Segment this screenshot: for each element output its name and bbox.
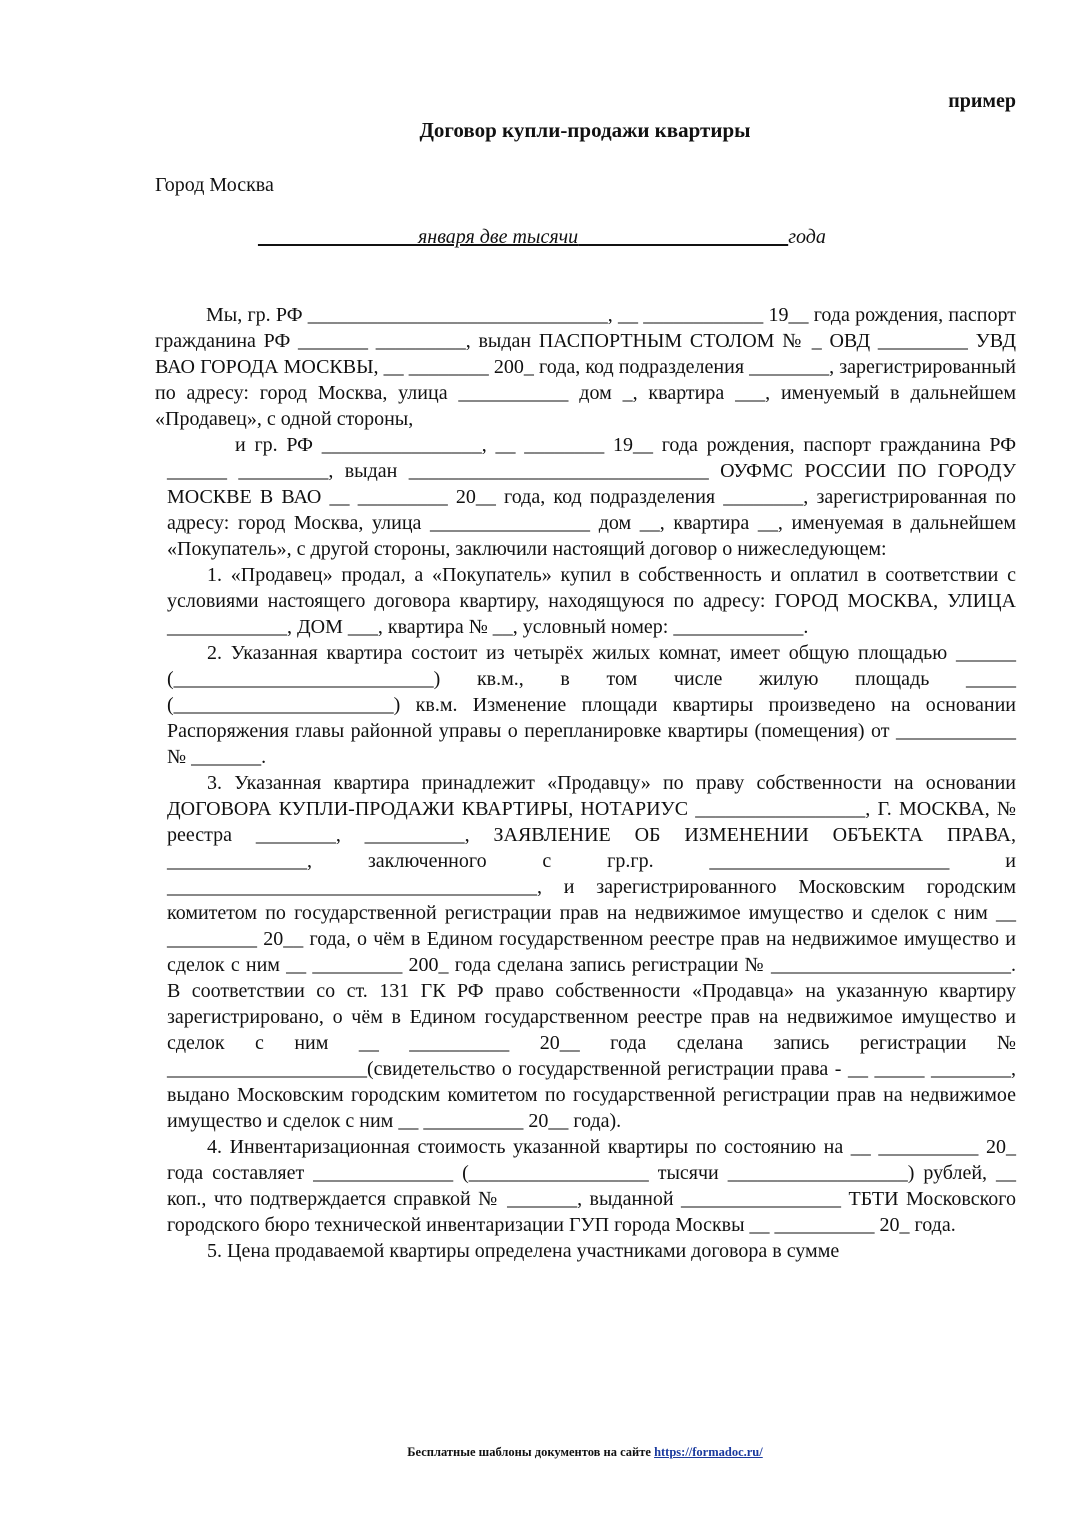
sample-label: пример [948, 90, 1016, 112]
date-blank-day: ________________ [258, 226, 418, 248]
clause-3: 3. Указанная квартира принадлежит «Продавцу» по праву собственности на основании ДОГОВОРА КУПЛИ-ПРОДАЖИ КВАРТИРЫ, НОТАРИУС _________________, Г. МОСКВА, № реестра ________, __________, ЗАЯВЛЕНИЕ ОБ ИЗМЕНЕНИИ ОБЪЕКТА ПРАВА, ______________, заключенного с гр.гр. ________________________ и _____________________________________, и зарегистрированного Московским городским комитетом по государственной регистрации прав на недвижимое имущество и сделок с ним __ _________ 20__ года, о чём в Едином государственном реестре прав на недвижимое имущество и сделок с ним __ _________ 200_ года сделана запись регистрации № ________________________. В соответствии со ст. 131 ГК РФ право собственности «Продавца» на указанную квартиру зарегистрировано, о чём в Едином государственном реестре прав на недвижимое имущество и сделок с ним __ __________ 20__ года сделана запись регистрации № ____________________(свидетельство о государственной регистрации права - __ _____ ________, выдано Московским городским комитетом по государственной регистрации прав на недвижимое имущество и сделок с ним __ __________ 20__ года). [167, 772, 1016, 1132]
footer-note [0, 1445, 1080, 1460]
clause-5: 5. Цена продаваемой квартиры определена участниками договора в сумме [207, 1240, 840, 1262]
footer-link[interactable]: https://formadoc.ru/ [654, 1445, 763, 1459]
date-line [258, 226, 910, 249]
clause-1: 1. «Продавец» продал, а «Покупатель» купил в собственность и оплатил в соответствии с условиями настоящего договора квартиру, находящуюся по адресу: ГОРОД МОСКВА, УЛИЦА ____________, ДОМ ___, квартира № __, условный номер: _____________. [167, 564, 1016, 638]
clause-4: 4. Инвентаризационная стоимость указанной квартиры по состоянию на __ __________ 20_ года составляет ______________ (__________________ тысячи __________________) рублей, __ коп., что подтверждается справкой № _______, выданной ________________ ТБТИ Московского городского бюро технической инвентаризации ГУП города Москвы __ __________ 20_ года. [167, 1136, 1016, 1236]
document-title: Договор купли-продажи квартиры [419, 118, 751, 142]
contract-body [155, 302, 1016, 1264]
city-line: Город Москва [155, 174, 274, 196]
footer-text: Бесплатные шаблоны документов на сайте [407, 1445, 655, 1459]
seller-paragraph: Мы, гр. РФ ______________________________, __ ____________ 19__ года рождения, паспорт гражданина РФ _______ _________, выдан ПАСПОРТНЫМ СТОЛОМ № _ ОВД _________ УВД ВАО ГОРОДА МОСКВЫ, __ ________ 200_ года, код подразделения ________, зарегистрированный по адресу: город Москва, улица ___________ дом _, квартира ___, именуемый в дальнейшем «Продавец», с одной стороны, [155, 304, 1016, 430]
date-year-word: года [788, 226, 826, 248]
date-blank-year: ____________________ [578, 226, 789, 248]
buyer-paragraph: и гр. РФ ________________, __ ________ 19__ года рождения, паспорт гражданина РФ ______ _________, выдан ______________________________ ОУФМС РОССИИ ПО ГОРОДУ МОСКВЕ В ВАО __ _________ 20__ года, код подразделения ________, зарегистрированная по адресу: город Москва, улица ________________ дом __, квартира __, именуемая в дальнейшем «Покупатель», с другой стороны, заключили настоящий договор о нижеследующем: [167, 434, 1016, 560]
date-month-text: января две тысячи [418, 226, 579, 248]
clause-2: 2. Указанная квартира состоит из четырёх жилых комнат, имеет общую площадью ______ (__________________________) кв.м., в том числе жилую площадь _____ (______________________) кв.м. Изменение площади квартиры произведено на основании Распоряжения главы районной управы о перепланировке квартиры (помещения) от ____________ № _______. [167, 642, 1016, 768]
